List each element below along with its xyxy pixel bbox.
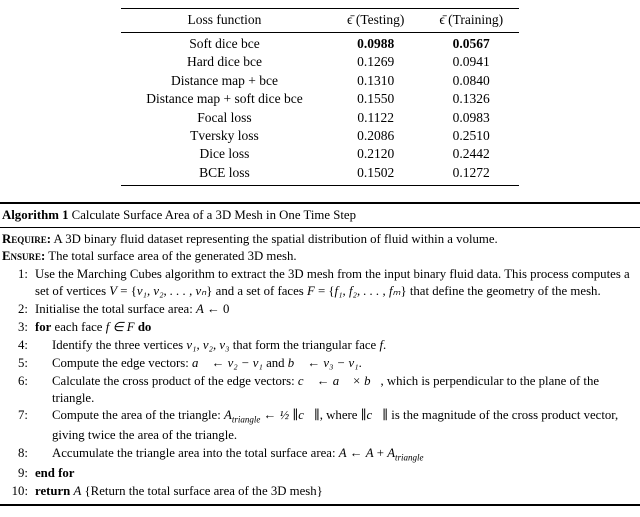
testing-value-cell: 0.1550 (357, 91, 395, 107)
training-value-cell: 0.1272 (452, 164, 490, 180)
line-number: 1: (18, 267, 28, 282)
algorithm-title (0, 202, 640, 228)
require-label: Require: (2, 231, 52, 246)
testing-value-cell: 0.1502 (357, 164, 395, 180)
table-body (121, 33, 519, 186)
line-text: Compute the edge vectors: a⃗ ← v₂ − v₁ and b⃗ ← v₃ − v₁. (52, 355, 362, 370)
algorithm-line (2, 301, 638, 318)
testing-value-cell: 0.1269 (357, 54, 395, 70)
line-number: 5: (18, 355, 28, 370)
paper-page (0, 8, 640, 517)
line-text: end for (35, 466, 75, 481)
line-number: 10: (11, 484, 28, 499)
algorithm-line (2, 445, 638, 464)
line-text: Calculate the cross product of the edge vectors: c⃗ ← a⃗ × b⃗, which is perpendicular to the plane of the triangle. (52, 373, 600, 405)
line-text: Compute the area of the triangle: $A_{triangle}$ ← ½ ∥c⃗∥, where ∥c⃗∥ is the magnitude of the cross product vector, giving twice the area of the triangle. (52, 408, 619, 442)
algorithm-label: Algorithm 1 (2, 207, 69, 222)
loss-function-cell: Distance map + bce (171, 72, 278, 88)
table-row (121, 53, 519, 71)
algorithm-line (2, 483, 638, 500)
algorithm-block (0, 202, 640, 506)
testing-value-cell: 0.1122 (357, 109, 395, 125)
line-number: 8: (18, 445, 28, 460)
table-row (121, 108, 519, 126)
testing-value-cell: 0.2086 (357, 127, 395, 143)
table-row (121, 145, 519, 163)
algorithm-line (2, 465, 638, 482)
algorithm-body (0, 228, 640, 506)
training-value-cell: 0.0983 (452, 109, 490, 125)
testing-value-cell: 0.1310 (357, 72, 395, 88)
table-row (121, 33, 519, 54)
ensure-label: Ensure: (2, 249, 46, 264)
training-value-cell: 0.0840 (452, 72, 490, 88)
results-table-block (121, 8, 519, 186)
require-text: A 3D binary fluid dataset representing the spatial distribution of fluid within a volume. (51, 231, 498, 246)
algorithm-line (2, 407, 638, 443)
line-number: 2: (18, 302, 28, 317)
training-value-cell: 0.1326 (452, 91, 490, 107)
line-text: Identify the three vertices v₁, v₂, v₃ that form the triangular face f. (52, 337, 387, 352)
loss-function-cell: Focal loss (197, 109, 252, 125)
ensure-text: The total surface area of the generated 3D mesh. (45, 249, 297, 264)
algorithm-line (2, 266, 638, 300)
loss-function-cell: Dice loss (199, 146, 250, 162)
header-epsilon-training: ϵ̄ (Training) (439, 12, 504, 27)
algorithm-title-text: Calculate Surface Area of a 3D Mesh in One Time Step (68, 207, 356, 222)
training-value-cell: 0.2510 (452, 127, 490, 143)
table-row (121, 72, 519, 90)
ensure-line (2, 248, 638, 265)
table-row (121, 127, 519, 145)
line-number: 3: (18, 319, 28, 334)
algorithm-line (2, 355, 638, 372)
loss-function-cell: Tversky loss (190, 127, 259, 143)
algorithm-lines (2, 266, 638, 500)
algorithm-line (2, 337, 638, 354)
line-text: Accumulate the triangle area into the total surface area: A ← $A + A_{triangle}$ (52, 445, 424, 463)
table-row (121, 163, 519, 185)
loss-function-cell: BCE loss (199, 164, 250, 180)
table-header-row (121, 9, 519, 33)
line-text: Use the Marching Cubes algorithm to extract the 3D mesh from the input binary fluid data. This process computes a set of vertices V = {v₁, v₂, . . . , vₙ} and a set of faces F = {f₁, f₂, . . . , fₘ} that define the geometry of the mesh. (35, 267, 630, 299)
loss-function-cell: Soft dice bce (189, 36, 260, 51)
table-row (121, 90, 519, 108)
loss-results-table (121, 8, 519, 186)
line-text: for each face f ∈ F do (35, 319, 152, 334)
line-number: 4: (18, 337, 28, 352)
training-value-cell: 0.0941 (452, 54, 490, 70)
line-number: 6: (18, 373, 28, 388)
line-text: return A {Return the total surface area of the 3D mesh} (35, 484, 323, 499)
training-value-cell: 0.0567 (452, 36, 490, 51)
testing-value-cell: 0.0988 (357, 36, 395, 51)
require-line (2, 231, 638, 248)
header-loss-function: Loss function (187, 12, 262, 27)
loss-function-cell: Hard dice bce (186, 54, 262, 70)
algorithm-line (2, 319, 638, 336)
header-epsilon-testing: ϵ̄ (Testing) (347, 12, 405, 27)
training-value-cell: 0.2442 (452, 146, 490, 162)
line-number: 9: (18, 466, 28, 481)
loss-function-cell: Distance map + soft dice bce (146, 91, 303, 107)
algorithm-line (2, 373, 638, 407)
testing-value-cell: 0.2120 (357, 146, 395, 162)
line-text: Initialise the total surface area: A ← 0 (35, 302, 230, 317)
line-number: 7: (18, 408, 28, 423)
